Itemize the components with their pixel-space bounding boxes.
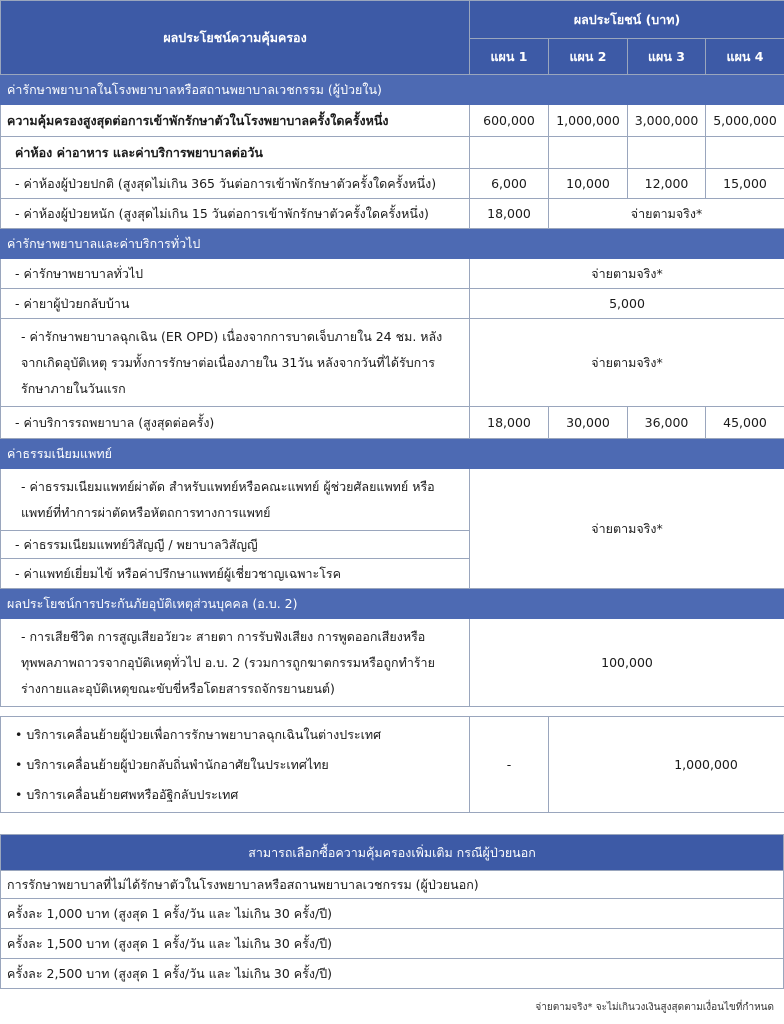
evacuation-table (0, 716, 784, 813)
pa-value: 100,000 (470, 619, 784, 707)
er-label: - ค่ารักษาพยาบาลฉุกเฉิน (ER OPD) เนื่องจากการบาดเจ็บภายใน 24 ชม. หลังจากเกิดอุบัติเหตุ รวมทั้งการรักษาต่อเนื่องภายใน 31วัน หลังจากวันที่ได้รับการรักษาภายในวันแรก (1, 319, 470, 407)
plan-4-header: แผน 4 (706, 39, 784, 75)
anesthesia-label: - ค่าธรรมเนียมแพทย์วิสัญญี / พยาบาลวิสัญญี (1, 531, 470, 559)
room-title: ค่าห้อง ค่าอาหาร และค่าบริการพยาบาลต่อวัน (1, 137, 470, 169)
normal-room-plan-2: 10,000 (549, 169, 628, 199)
surgery-label: - ค่าธรรมเนียมแพทย์ผ่าตัด สำหรับแพทย์หรือคณะแพทย์ ผู้ช่วยศัลยแพทย์ หรือแพทย์ที่ทำการผ่าตัดหรือหัตถการทางการแพทย์ (1, 469, 470, 531)
outpatient-option: ครั้งละ 1,500 บาท (สูงสุด 1 ครั้ง/วัน และ ไม่เกิน 30 ครั้ง/ปี) (1, 929, 784, 959)
evacuation-plan-1: - (470, 717, 549, 813)
plan-2-header: แผน 2 (549, 39, 628, 75)
er-value: จ่ายตามจริง* (470, 319, 784, 407)
ambulance-label: - ค่าบริการรถพยาบาล (สูงสุดต่อครั้ง) (1, 407, 470, 439)
max-cover-plan-4: 5,000,000 (706, 105, 784, 137)
general-value: จ่ายตามจริง* (470, 259, 784, 289)
general-label: - ค่ารักษาพยาบาลทั่วไป (1, 259, 470, 289)
max-cover-plan-3: 3,000,000 (628, 105, 706, 137)
normal-room-plan-3: 12,000 (628, 169, 706, 199)
outpatient-table (0, 834, 784, 989)
pa-label: - การเสียชีวิต การสูญเสียอวัยวะ สายตา การรับฟังเสียง การพูดออกเสียงหรือทุพพลภาพถาวรจากอุบัติเหตุทั่วไป อ.บ. 2 (รวมการถูกฆาตกรรมหรือถูกทำร้ายร่างกายและอุบัติเหตุขณะขับขี่หรือโดยสารรถจักรยานยนต์) (1, 619, 470, 707)
footnote: จ่ายตามจริง* จะไม่เกินวงเงินสูงสุดตามเงื่อนไขที่กำหนด (535, 1002, 774, 1013)
max-cover-plan-1: 600,000 (470, 105, 549, 137)
normal-room-plan-1: 6,000 (470, 169, 549, 199)
benefit-header: ผลประโยชน์ (บาท) (470, 1, 784, 39)
doctor-value: จ่ายตามจริง* (470, 469, 784, 589)
icu-actual: จ่ายตามจริง* (549, 199, 784, 229)
icu-label: - ค่าห้องผู้ป่วยหนัก (สูงสุดไม่เกิน 15 วันต่อการเข้าพักรักษาตัวครั้งใดครั้งหนึ่ง) (1, 199, 470, 229)
evacuation-item: • บริการเคลื่อนย้ายศพหรืออัฐิกลับประเทศ (15, 786, 239, 802)
home-med-value: 5,000 (470, 289, 784, 319)
max-cover-label: ความคุ้มครองสูงสุดต่อการเข้าพักรักษาตัวในโรงพยาบาลครั้งใดครั้งหนึ่ง (1, 105, 470, 137)
ambulance-plan-3: 36,000 (628, 407, 706, 439)
normal-room-plan-4: 15,000 (706, 169, 784, 199)
plan-3-header: แผน 3 (628, 39, 706, 75)
outpatient-option: ครั้งละ 1,000 บาท (สูงสุด 1 ครั้ง/วัน และ ไม่เกิน 30 ครั้ง/ปี) (1, 899, 784, 929)
section-pa: ผลประโยชน์การประกันภัยอุบัติเหตุส่วนบุคคล (อ.บ. 2) (1, 589, 784, 619)
icu-plan-1: 18,000 (470, 199, 549, 229)
outpatient-option: ครั้งละ 2,500 บาท (สูงสุด 1 ครั้ง/วัน และ ไม่เกิน 30 ครั้ง/ปี) (1, 959, 784, 989)
section-doctor: ค่าธรรมเนียมแพทย์ (1, 439, 784, 469)
outpatient-subtitle: การรักษาพยาบาลที่ไม่ได้รักษาตัวในโรงพยาบาลหรือสถานพยาบาลเวชกรรม (ผู้ป่วยนอก) (1, 871, 784, 899)
max-cover-plan-2: 1,000,000 (549, 105, 628, 137)
ambulance-plan-4: 45,000 (706, 407, 784, 439)
evacuation-value: 1,000,000 (549, 717, 784, 813)
ambulance-plan-1: 18,000 (470, 407, 549, 439)
visit-label: - ค่าแพทย์เยี่ยมไข้ หรือค่าปรึกษาแพทย์ผู้เชี่ยวชาญเฉพาะโรค (1, 559, 470, 589)
evacuation-items (1, 717, 470, 813)
outpatient-title: สามารถเลือกซื้อความคุ้มครองเพิ่มเติม กรณีผู้ป่วยนอก (1, 835, 784, 871)
section-general: ค่ารักษาพยาบาลและค่าบริการทั่วไป (1, 229, 784, 259)
plan-1-header: แผน 1 (470, 39, 549, 75)
section-inpatient: ค่ารักษาพยาบาลในโรงพยาบาลหรือสถานพยาบาลเวชกรรม (ผู้ป่วยใน) (1, 75, 784, 105)
normal-room-label: - ค่าห้องผู้ป่วยปกติ (สูงสุดไม่เกิน 365 วันต่อการเข้าพักรักษาตัวครั้งใดครั้งหนึ่ง) (1, 169, 470, 199)
coverage-header: ผลประโยชน์ความคุ้มครอง (1, 1, 470, 75)
ambulance-plan-2: 30,000 (549, 407, 628, 439)
home-med-label: - ค่ายาผู้ป่วยกลับบ้าน (1, 289, 470, 319)
evacuation-item: • บริการเคลื่อนย้ายผู้ป่วยกลับถิ่นพำนักอาศัยในประเทศไทย (15, 756, 329, 772)
evacuation-item: • บริการเคลื่อนย้ายผู้ป่วยเพื่อการรักษาพยาบาลฉุกเฉินในต่างประเทศ (15, 726, 382, 742)
